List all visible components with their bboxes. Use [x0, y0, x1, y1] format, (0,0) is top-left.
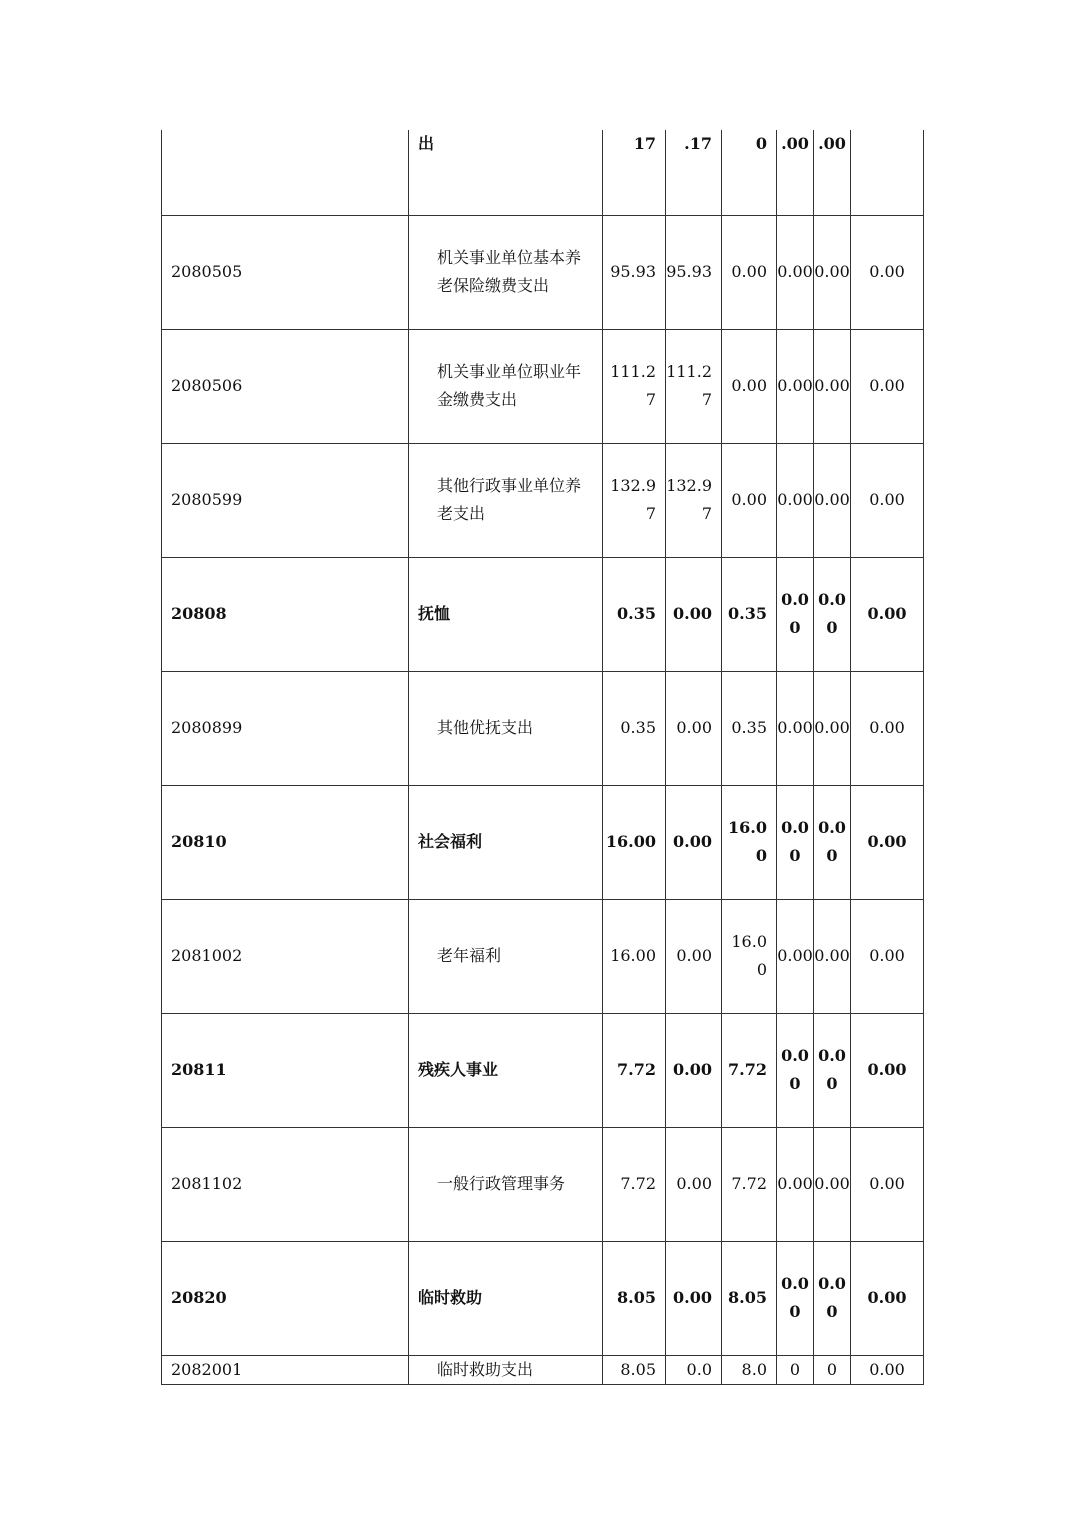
row-total: 8.05	[603, 1241, 666, 1355]
table-row	[162, 1241, 924, 1355]
row-project: 0	[722, 130, 777, 215]
table-row	[162, 443, 924, 557]
row-basic: 0.00	[666, 1127, 722, 1241]
row-code	[162, 130, 409, 215]
row-total: 95.93	[603, 215, 666, 329]
row-basic: 0.0	[666, 1355, 722, 1384]
row-project: 0.00	[722, 215, 777, 329]
row-basic: 0.00	[666, 671, 722, 785]
row-project: 7.72	[722, 1013, 777, 1127]
row-col5: 0.00	[814, 215, 851, 329]
row-code: 2080505	[162, 215, 409, 329]
row-name: 其他优抚支出	[409, 671, 603, 785]
table-row	[162, 557, 924, 671]
row-col6: 0.00	[851, 671, 924, 785]
row-name: 其他行政事业单位养老支出	[409, 443, 603, 557]
row-col4: 0.00	[777, 557, 814, 671]
row-basic: 132.97	[666, 443, 722, 557]
row-total: 7.72	[603, 1013, 666, 1127]
row-col5: 0.00	[814, 557, 851, 671]
row-col4: 0.00	[777, 899, 814, 1013]
row-col5: .00	[814, 130, 851, 215]
row-name: 一般行政管理事务	[409, 1127, 603, 1241]
row-total: 0.35	[603, 671, 666, 785]
table-row	[162, 329, 924, 443]
row-col5: 0.00	[814, 443, 851, 557]
row-project: 8.05	[722, 1241, 777, 1355]
row-code: 20808	[162, 557, 409, 671]
row-name: 残疾人事业	[409, 1013, 603, 1127]
row-code: 2081002	[162, 899, 409, 1013]
row-basic: 111.27	[666, 329, 722, 443]
row-project: 7.72	[722, 1127, 777, 1241]
row-name: 机关事业单位基本养老保险缴费支出	[409, 215, 603, 329]
row-name: 机关事业单位职业年金缴费支出	[409, 329, 603, 443]
row-col6: 0.00	[851, 1355, 924, 1384]
row-col6: 0.00	[851, 329, 924, 443]
row-col5: 0.00	[814, 1241, 851, 1355]
row-total: 8.05	[603, 1355, 666, 1384]
table-row	[162, 899, 924, 1013]
row-code: 20810	[162, 785, 409, 899]
row-code: 20820	[162, 1241, 409, 1355]
row-col4: 0	[777, 1355, 814, 1384]
row-basic: 0.00	[666, 557, 722, 671]
row-code: 2082001	[162, 1355, 409, 1384]
row-project: 16.00	[722, 899, 777, 1013]
row-name: 出	[409, 130, 603, 215]
row-total: 16.00	[603, 785, 666, 899]
row-name: 社会福利	[409, 785, 603, 899]
row-name: 老年福利	[409, 899, 603, 1013]
row-total: 0.35	[603, 557, 666, 671]
row-col6: 0.00	[851, 785, 924, 899]
row-total: 7.72	[603, 1127, 666, 1241]
table-row	[162, 785, 924, 899]
row-col6: 0.00	[851, 215, 924, 329]
row-col5: 0.00	[814, 899, 851, 1013]
row-col6: 0.00	[851, 1127, 924, 1241]
table-row	[162, 1355, 924, 1384]
row-col5: 0.00	[814, 1013, 851, 1127]
row-col4: 0.00	[777, 1127, 814, 1241]
row-project: 0.35	[722, 557, 777, 671]
row-basic: 95.93	[666, 215, 722, 329]
table-row	[162, 215, 924, 329]
row-code: 2080599	[162, 443, 409, 557]
row-col4: .00	[777, 130, 814, 215]
row-col4: 0.00	[777, 329, 814, 443]
row-col4: 0.00	[777, 443, 814, 557]
row-col6: 0.00	[851, 1241, 924, 1355]
row-basic: 0.00	[666, 785, 722, 899]
row-project: 0.00	[722, 329, 777, 443]
row-project: 16.00	[722, 785, 777, 899]
row-total: 16.00	[603, 899, 666, 1013]
row-code: 20811	[162, 1013, 409, 1127]
row-col5: 0	[814, 1355, 851, 1384]
row-col4: 0.00	[777, 785, 814, 899]
row-total: 111.27	[603, 329, 666, 443]
row-code: 2080899	[162, 671, 409, 785]
row-col6: 0.00	[851, 557, 924, 671]
row-name: 抚恤	[409, 557, 603, 671]
row-project: 0.00	[722, 443, 777, 557]
row-col4: 0.00	[777, 1241, 814, 1355]
row-code: 2080506	[162, 329, 409, 443]
row-col4: 0.00	[777, 671, 814, 785]
row-name: 临时救助	[409, 1241, 603, 1355]
row-total: 132.97	[603, 443, 666, 557]
row-col6: 0.00	[851, 443, 924, 557]
row-col6: 0.00	[851, 1013, 924, 1127]
row-project: 8.0	[722, 1355, 777, 1384]
row-name: 临时救助支出	[409, 1355, 603, 1384]
table-row	[162, 671, 924, 785]
row-basic: .17	[666, 130, 722, 215]
row-basic: 0.00	[666, 1241, 722, 1355]
row-col5: 0.00	[814, 329, 851, 443]
row-project: 0.35	[722, 671, 777, 785]
row-col5: 0.00	[814, 671, 851, 785]
budget-table	[161, 130, 924, 1385]
row-basic: 0.00	[666, 1013, 722, 1127]
table-row	[162, 130, 924, 215]
row-code: 2081102	[162, 1127, 409, 1241]
row-col4: 0.00	[777, 215, 814, 329]
table-row	[162, 1127, 924, 1241]
row-total: 17	[603, 130, 666, 215]
row-col5: 0.00	[814, 1127, 851, 1241]
row-col5: 0.00	[814, 785, 851, 899]
row-col6: 0.00	[851, 899, 924, 1013]
row-col4: 0.00	[777, 1013, 814, 1127]
row-col6	[851, 130, 924, 215]
table-row	[162, 1013, 924, 1127]
row-basic: 0.00	[666, 899, 722, 1013]
